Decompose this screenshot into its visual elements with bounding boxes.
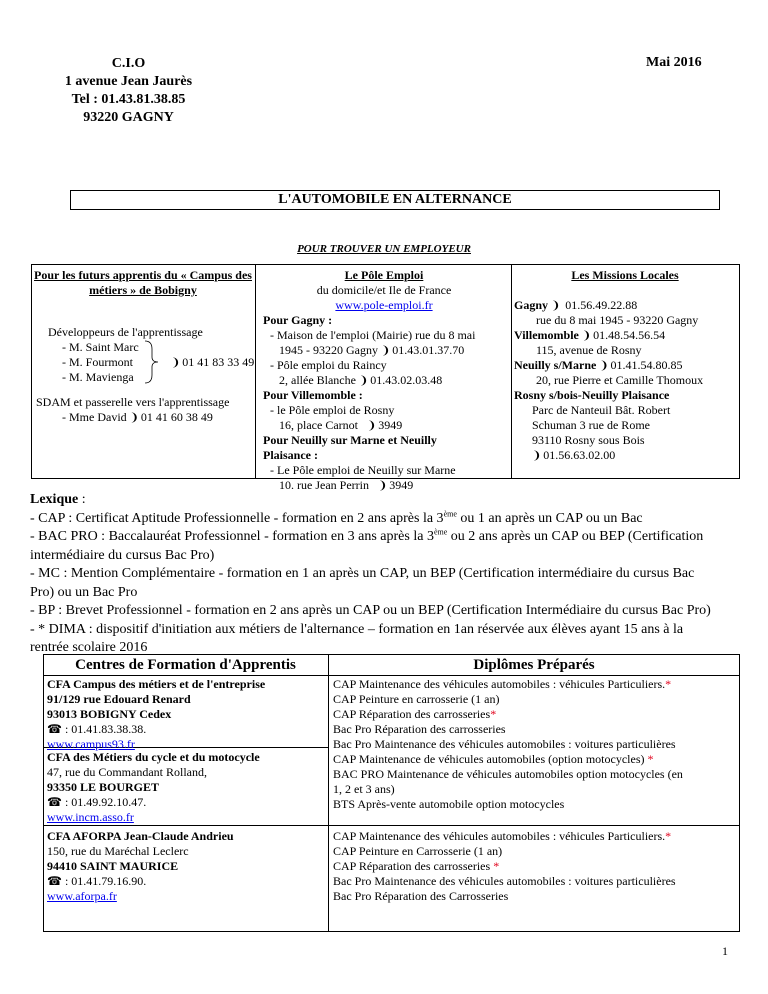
- phone-icon: ❩: [381, 344, 391, 357]
- diploma-item: Bac Pro Maintenance des véhicules automobiles : voitures particulières: [333, 737, 676, 751]
- document-title-text: L'AUTOMOBILE EN ALTERNANCE: [278, 192, 512, 207]
- brace-bracket: [143, 339, 163, 385]
- dev-phone: ❩ 01 41 83 33 49: [171, 355, 255, 369]
- ml-villemomble-addr: 115, avenue de Rosny: [536, 343, 642, 357]
- page-number: 1: [722, 944, 728, 958]
- cio-phone: Tel : 01.43.81.38.85: [71, 92, 186, 107]
- cfa-2-name: CFA des Métiers du cycle et du motocycle: [47, 750, 260, 764]
- lexique-dima: - * DIMA : dispositif d'initiation aux métiers de l'alternance – formation en 1an réservée aux élèves ayant 15 ans à la: [30, 621, 684, 637]
- rosny-line-2: 16, place Carnot ❩ 3949: [279, 418, 403, 432]
- cfa-2-addr2: 93350 LE BOURGET: [47, 780, 160, 794]
- diploma-item: CAP Peinture en Carrosserie (1 an): [333, 844, 503, 858]
- table-header-diplomes: Diplômes Préparés: [473, 657, 595, 673]
- neuilly-label-2: Plaisance :: [263, 448, 318, 462]
- cfa-1-phone: ☎ : 01.41.83.38.38.: [47, 722, 147, 736]
- lexique-cap: - CAP : Certificat Aptitude Professionnelle - formation en 2 ans après la 3ème ou 1 an après un CAP ou un Bac: [30, 508, 643, 526]
- villemomble-label: Pour Villemomble :: [263, 388, 363, 402]
- telephone-icon: ☎: [47, 722, 62, 736]
- dev-person-1: - M. Saint Marc: [62, 340, 139, 354]
- telephone-icon: ☎: [47, 874, 62, 888]
- ml-rosny: Rosny s/bois-Neuilly Plaisance: [514, 388, 670, 402]
- phone-icon: ❩: [599, 359, 609, 372]
- telephone-icon: ☎: [47, 795, 62, 809]
- phone-icon: ❩: [171, 356, 181, 369]
- dev-heading: Développeurs de l'apprentissage: [48, 325, 203, 339]
- ml-rosny-addr-1: Parc de Nanteuil Bât. Robert: [532, 403, 671, 417]
- cfa-3-link[interactable]: www.aforpa.fr: [47, 889, 117, 903]
- diplomes-1: [333, 677, 683, 812]
- phone-icon: ❩: [129, 411, 139, 424]
- diploma-item: BTS Après-vente automobile option motocycles: [333, 797, 565, 811]
- cfa-3-addr2: 94410 SAINT MAURICE: [47, 859, 179, 873]
- raincy-line-2: 2, allée Blanche ❩ 01.43.02.03.48: [279, 373, 443, 387]
- cio-city: 93220 GAGNY: [83, 110, 174, 125]
- section-subtitle: POUR TROUVER UN EMPLOYEUR: [297, 243, 471, 255]
- cfa-3-addr1: 150, rue du Maréchal Leclerc: [47, 844, 189, 858]
- lexique-label: Lexique :: [30, 492, 86, 507]
- phone-icon: ❩: [551, 299, 561, 312]
- cfa-1-addr2: 93013 BOBIGNY Cedex: [47, 707, 172, 721]
- diploma-item: CAP Peinture en carrosserie (1 an): [333, 692, 500, 706]
- lexique-mc: - MC : Mention Complémentaire - formation en 1 an après un CAP, un BEP (Certification intermédiaire du cursus Bac: [30, 566, 695, 581]
- cfa-3: [47, 829, 234, 904]
- column-divider-1: [255, 264, 256, 478]
- lexique-bp: - BP : Brevet Professionnel - formation en 2 ans après un CAP ou un BEP (Certification Intermédiaire du cursus Bac Pro): [30, 603, 711, 618]
- cfa-2-phone: ☎ : 01.49.92.10.47.: [47, 795, 147, 809]
- neuilly-label-1: Pour Neuilly sur Marne et Neuilly: [263, 433, 437, 447]
- ml-gagny: Gagny ❩ 01.56.49.22.88: [514, 298, 638, 312]
- gagny-line-1: - Maison de l'emploi (Mairie) rue du 8 mai: [270, 328, 476, 342]
- cfa-3-phone: ☎ : 01.41.79.16.90.: [47, 874, 147, 888]
- col1-heading: Pour les futurs apprentis du « Campus des métiers » de Bobigny: [34, 268, 252, 297]
- diploma-item: CAP Réparation des carrosseries *: [333, 859, 500, 873]
- cfa-1-addr1: 91/129 rue Edouard Renard: [47, 692, 191, 706]
- phone-icon: ❩: [377, 479, 388, 492]
- lexique-mc-cont: Pro) ou un Bac Pro: [30, 584, 138, 600]
- diplomes-2: [333, 829, 676, 904]
- ml-gagny-addr: rue du 8 mai 1945 - 93220 Gagny: [536, 313, 699, 327]
- diploma-item: CAP Maintenance de véhicules automobiles (option motocycles) *: [333, 752, 654, 766]
- ml-rosny-phone: ❩ 01.56.63.02.00: [532, 448, 616, 462]
- cfa-1: [47, 677, 265, 752]
- col2-sub: du domicile/et Ile de France: [316, 283, 452, 297]
- ml-rosny-addr-3: 93110 Rosny sous Bois: [532, 433, 645, 447]
- diploma-item: CAP Maintenance des véhicules automobiles : véhicules Particuliers.*: [333, 677, 672, 691]
- cio-address-block: [56, 55, 201, 127]
- phone-icon: ❩: [358, 374, 369, 387]
- gagny-label: Pour Gagny :: [263, 313, 333, 327]
- document-title: [70, 190, 720, 210]
- neuilly-line-1: - Le Pôle emploi de Neuilly sur Marne: [270, 463, 456, 477]
- phone-icon: ❩: [532, 449, 542, 462]
- dev-person-2: - M. Fourmont: [62, 355, 134, 369]
- cio-name: C.I.O: [111, 56, 146, 71]
- col2-block: [258, 268, 510, 493]
- cfa-2-link[interactable]: www.incm.asso.fr: [47, 810, 134, 824]
- document-date: Mai 2016: [646, 55, 702, 70]
- raincy-line-1: - Pôle emploi du Raincy: [270, 358, 387, 372]
- sdam-contact: - Mme David ❩ 01 41 60 38 49: [62, 410, 213, 424]
- pole-emploi-link[interactable]: www.pole-emploi.fr: [335, 298, 433, 312]
- neuilly-line-2: 10. rue Jean Perrin ❩ 3949: [279, 478, 414, 492]
- rosny-line-1: - le Pôle emploi de Rosny: [270, 403, 395, 417]
- ml-neuilly-addr: 20, rue Pierre et Camille Thomoux: [536, 373, 704, 387]
- diploma-item: 1, 2 et 3 ans): [333, 782, 395, 796]
- diploma-item: CAP Maintenance des véhicules automobiles : véhicules Particuliers.*: [333, 829, 672, 843]
- column-divider-2: [511, 264, 512, 478]
- lexique-block: [30, 491, 750, 658]
- cfa-1-name: CFA Campus des métiers et de l'entreprise: [47, 677, 266, 691]
- cio-street: 1 avenue Jean Jaurès: [64, 74, 193, 89]
- cfa-2: [47, 750, 260, 825]
- col3-heading: Les Missions Locales: [571, 268, 679, 282]
- dev-person-3: - M. Mavienga: [62, 370, 134, 384]
- table-header-cfa: Centres de Formation d'Apprentis: [75, 657, 296, 673]
- ml-villemomble: Villemomble ❩ 01.48.54.56.54: [514, 328, 666, 342]
- cfa-3-name: CFA AFORPA Jean-Claude Andrieu: [47, 829, 234, 843]
- col3-block: [514, 268, 736, 463]
- phone-icon: ❩: [366, 419, 377, 432]
- table-header-divider: [43, 675, 740, 676]
- lexique-bac: - BAC PRO : Baccalauréat Professionnel - formation en 3 ans après la 3ème ou 2 ans après un CAP ou BEP (Certification: [30, 527, 704, 544]
- diploma-item: Bac Pro Réparation des Carrosseries: [333, 889, 509, 903]
- lexique-bac-cont: intermédiaire du cursus Bac Pro): [30, 547, 215, 563]
- lexique-dima-cont: rentrée scolaire 2016: [30, 640, 148, 655]
- diploma-item: Bac Pro Maintenance des véhicules automobiles : voitures particulières: [333, 874, 676, 888]
- gagny-line-2: 1945 - 93220 Gagny ❩ 01.43.01.37.70: [279, 343, 465, 357]
- table-col-divider: [328, 654, 329, 931]
- sdam-heading: SDAM et passerelle vers l'apprentissage: [36, 395, 230, 409]
- diploma-item: CAP Réparation des carrosseries*: [333, 707, 497, 721]
- ml-rosny-addr-2: Schuman 3 rue de Rome: [532, 418, 650, 432]
- col2-heading: Le Pôle Emploi: [344, 268, 424, 282]
- diploma-item: BAC PRO Maintenance de véhicules automobiles option motocycles (en: [333, 767, 683, 781]
- spacer: [514, 283, 736, 298]
- phone-icon: ❩: [581, 329, 592, 342]
- diploma-item: Bac Pro Réparation des carrosseries: [333, 722, 506, 736]
- table-row-divider-2: [43, 825, 740, 826]
- ml-neuilly: Neuilly s/Marne ❩ 01.41.54.80.85: [514, 358, 683, 372]
- cfa-2-addr1: 47, rue du Commandant Rolland,: [47, 765, 207, 779]
- cfa-1-link[interactable]: www.campus93.fr: [47, 737, 135, 751]
